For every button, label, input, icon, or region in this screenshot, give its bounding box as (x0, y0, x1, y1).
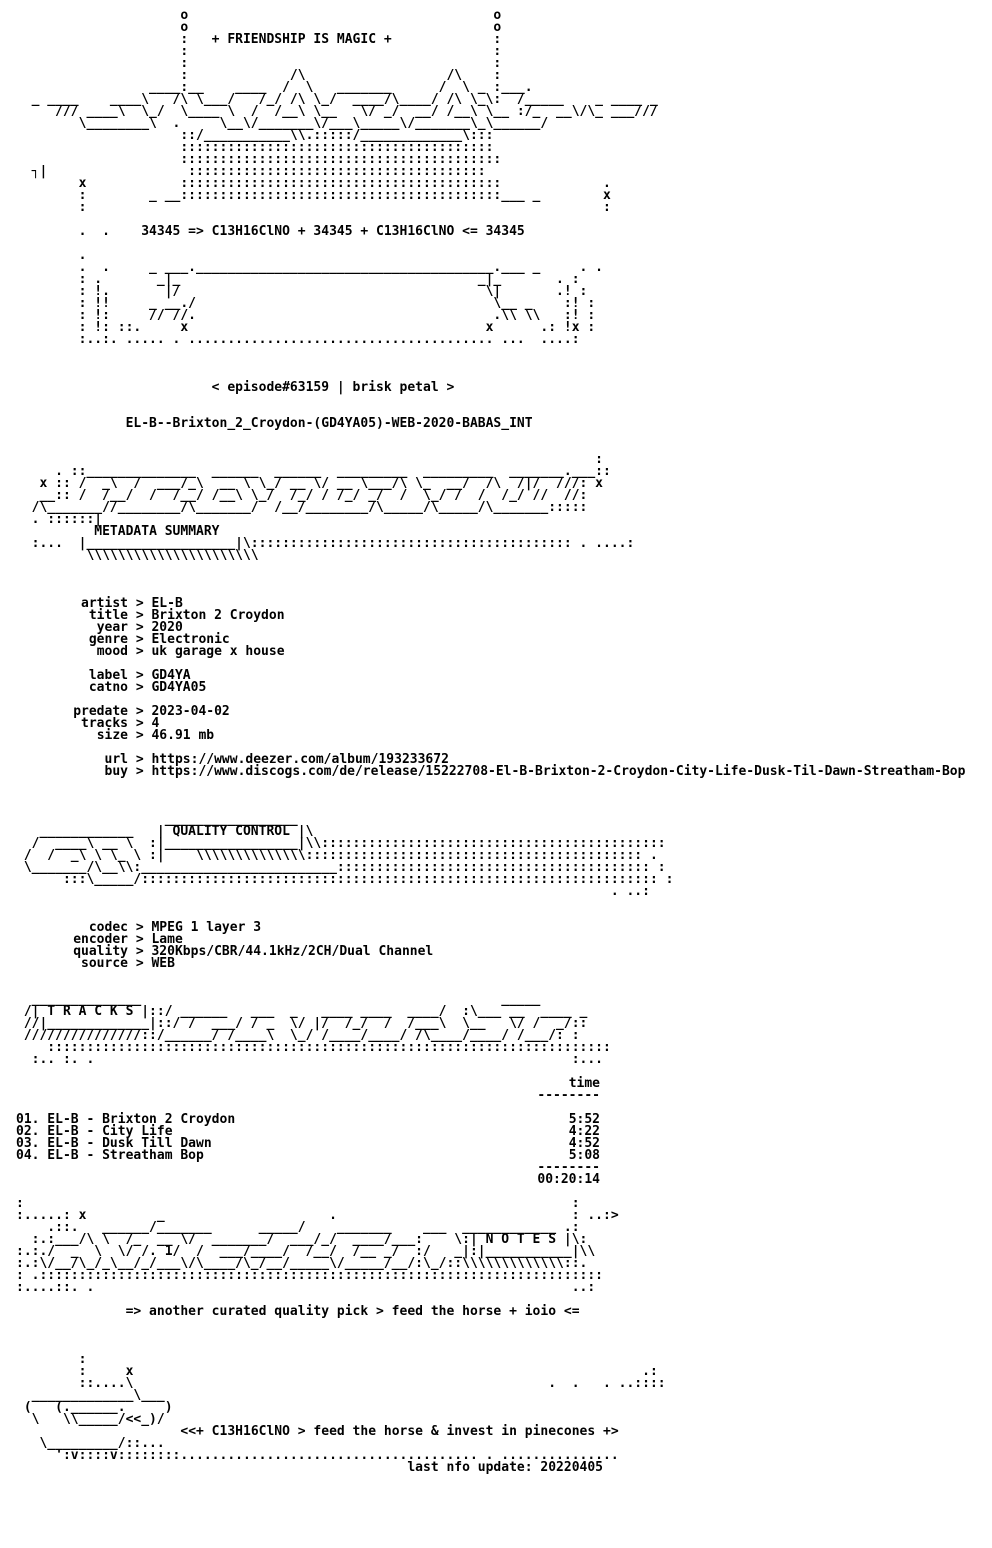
metadata-key: genre (88, 632, 128, 647)
metadata-key: artist (81, 596, 128, 611)
quality-value: Lame (151, 932, 183, 947)
metadata-row-buy: buy > https://www.discogs.com/de/release/15222708-El-B-Brixton-2-Croydon-City-Life-Dusk-Til-Dawn-Streatham-Bop (16, 766, 965, 778)
quality-row-encoder: encoder > Lame (16, 934, 965, 946)
metadata-header-art: : . ::______________ ______ ______ _________ _________ _______.___:: x :: / _\ / ___/_\ __ \ \_/ __ \/ __ \___/\ \_ __/ /\ /|/ ///: x __:: / /__/ / /__/ /__\ \_/ /_/ / /_/ _/ / \_/ / / /_/ // //: /\_______//________/\_______/ /__/________/\_____/\_____/\_______::::: . ::::::| (31, 452, 611, 527)
metadata-title-text: METADATA SUMMARY (94, 524, 220, 539)
metadata-key: url (104, 752, 128, 767)
metadata-key: size (96, 728, 128, 743)
metadata-row-tracks: tracks > 4 (16, 718, 965, 730)
quality-row-source: source > WEB (16, 958, 965, 970)
tracks-time-header (16, 1078, 965, 1090)
metadata-row-label: label > GD4YA (16, 670, 965, 682)
metadata-key: tracks (81, 716, 128, 731)
last-update-row (16, 1462, 965, 1474)
metadata-list (16, 598, 965, 778)
metadata-row-title: title > Brixton 2 Croydon (16, 610, 965, 622)
metadata-key: predate (73, 704, 128, 719)
metadata-value: 4 (151, 716, 160, 731)
track-row (16, 1150, 965, 1162)
metadata-row-catno: catno > GD4YA05 (16, 682, 965, 694)
track-name: 04. EL-B - Streatham Bop (16, 1148, 204, 1163)
quality-list (16, 922, 965, 970)
metadata-row-size: size > 46.91 mb (16, 730, 965, 742)
metadata-value: GD4YA (151, 668, 191, 683)
metadata-key: catno (88, 680, 128, 695)
track-name: 02. EL-B - City Life (16, 1124, 173, 1139)
tracks-rule-bottom (16, 1162, 965, 1174)
episode-line: < episode#63159 | brisk petal > (16, 380, 455, 395)
tracks-rule: -------- (537, 1088, 600, 1103)
footer-art-tail: \_________/::... ':v::::v::::::::...................................... . ............... (39, 1436, 619, 1463)
metadata-key: mood (96, 644, 128, 659)
tracks-header-art: ______________ _____ /| T R A C K S |::/ ______ ___ _ ____ ____ ____/ :\___ __ ____ _ //|_____________|::/ / ___/ / _ \/ |/ /_/ / /___\ \__ \/ / _/:: ///////////////::/______/ /____\ \_/ /____/____/ /\____/____/ /___/: : :::::::::::::::::::::::::::::::::::::::::::::::::::::::::::::::::::::::: :.. :. . :... (23, 992, 611, 1067)
track-name: 03. EL-B - Dusk Till Dawn (16, 1136, 212, 1151)
metadata-value: 2020 (151, 620, 183, 635)
metadata-row-mood: mood > uk garage x house (16, 646, 965, 658)
discogs-buy-link[interactable]: https://www.discogs.com/de/release/15222708-El-B-Brixton-2-Croydon-City-Life-Dusk-Til-Dawn-Streatham-Bop (151, 764, 966, 779)
release-name: EL-B--Brixton_2_Croydon-(GD4YA05)-WEB-2020-BABAS_INT (16, 416, 533, 431)
metadata-row-url: url > https://www.deezer.com/album/193233672 (16, 754, 965, 766)
metadata-row-artist: artist > EL-B (16, 598, 965, 610)
last-nfo-update: last nfo update: 20220405 (407, 1460, 604, 1475)
metadata-key: label (88, 668, 128, 683)
metadata-value: EL-B (151, 596, 183, 611)
quality-key: encoder (73, 932, 128, 947)
quality-row-quality: quality > 320Kbps/CBR/44.1kHz/2CH/Dual Channel (16, 946, 965, 958)
quality-key: codec (88, 920, 128, 935)
quality-key: source (81, 956, 128, 971)
metadata-value: 2023-04-02 (151, 704, 230, 719)
track-name: 01. EL-B - Brixton 2 Croydon (16, 1112, 236, 1127)
metadata-row-genre: genre > Electronic (16, 634, 965, 646)
tracks-rule: -------- (537, 1160, 600, 1175)
metadata-key: year (96, 620, 128, 635)
metadata-key: title (88, 608, 128, 623)
footer-ascii-art: : : x .: ::....\ . . . ..:::: _____________\___ ( (.______. ) \ \\_____/<<_)/ (23, 1352, 666, 1427)
track-time: 4:22 (568, 1124, 600, 1139)
metadata-key: buy (104, 764, 128, 779)
metadata-value: GD4YA05 (151, 680, 207, 695)
metadata-header-tail: :... |___________________|\::::::::::::::::::::::::::::::::::::::::: . ....: \\\\\\\\\\\\\\\\\\\\\\ (31, 536, 635, 563)
notes-header-art: : : :.....: x _ . : ..:> .::. ______/_______ _____/ _______ ___ ____________ .: :.:___/\ \ /_ __ \/ _______/ ___/_/ ____/___: \:| N O T E S |\: :.:./ _ \ \/ /. 1/ / ___/____/ /__/ /__ _/ :/ _|:|___________|\\ :.:\/__/\_/_\__/_/___\/\____/\_/__/_____\/_____/__/:\_/::\\\\\\\\\\\\\::. : .:::::::::::::::::::::::::::::::::::::::::::::::::::::::::::::::::::::::: :....::. . ..: (16, 1196, 619, 1295)
header-ascii-art: o o o o : + FRIENDSHIP IS MAGIC + : : : : : : /\ /\ : ____:__ ____ / \ _______ / \ _ :___. _ ____ ____\ /\ \___/ /_/ /\ \_/ ____/\____/ /\ \_\: /_____ _ ____ _ /// ____\ \_/ \____ \ / /__\ \__ \/ _/ __/ /__\ \__ :/_ __\/\_ ___/// \________\ . \__\/_______\/___\_____\/_______\_\______/ ::/___________\\.:::::/_____________\::: :::::::::::::::::::::::::::::::::::::::: ::::::::::::::::::::::::::::::::::::::::: ┐| :::::::::::::::::::::::::::::::::::::: x ::::::::::::::::::::::::::::::::::::::::: . : _ __:::::::::::::::::::::::::::::::::::::::::___ _ x : : (31, 8, 658, 215)
quality-row-codec: codec > MPEG 1 layer 3 (16, 922, 965, 934)
metadata-row-year: year > 2020 (16, 622, 965, 634)
track-time: 5:08 (568, 1148, 600, 1163)
quality-value: WEB (151, 956, 175, 971)
track-time: 4:52 (568, 1136, 600, 1151)
metadata-value: 46.91 mb (151, 728, 215, 743)
track-time: 5:52 (568, 1112, 600, 1127)
nfo-document (16, 10, 965, 1474)
metadata-value: Brixton 2 Croydon (151, 608, 285, 623)
quality-key: quality (73, 944, 128, 959)
metadata-value: uk garage x house (151, 644, 285, 659)
metadata-value: Electronic (151, 632, 230, 647)
tracks-total-row (16, 1174, 965, 1186)
tracks-total-time: 00:20:14 (537, 1172, 600, 1187)
footer-tagline: <<+ C13H16ClNO > feed the horse & invest in pinecones +> (180, 1424, 619, 1439)
notes-text: => another curated quality pick > feed the horse + ioio <= (16, 1304, 580, 1319)
quality-control-header-art: _________________ ____________ | QUALITY CONTROL |\ / ____\ __ \ :|_________________|\\:::::::::::::::::::::::::::::::::::::::::::: / / _\ \ \_ \ :| \\\\\\\\\\\\\\::::::::::::::::::::::::::::::::::::::::::: . \_______/\__\\:_________________________:::::::::::::::::::::::::::::::::::::::: : :::\_____/:::::::::::::::::::::::::::::::::::::::::::::::::::::::::::::::::: : . ..: (23, 812, 674, 899)
frame-ascii-art: . . . _ ___.______________________________________.___ _ . . : . _|_ _|_ . : : !. |/ \| .! : : !! _ __./ \__ _ :! : : !: // //. .\\ \\ :! : : !: ::. x x .: !x : :..:. ..... . ....................................... ... ....: (78, 248, 603, 347)
metadata-row-predate: predate > 2023-04-02 (16, 706, 965, 718)
time-column-label: time (568, 1076, 600, 1091)
deezer-url-link[interactable]: https://www.deezer.com/album/193233672 (151, 752, 449, 767)
formula-line: . . 34345 => C13H16ClNO + 34345 + C13H16ClNO <= 34345 (16, 224, 525, 239)
quality-value: 320Kbps/CBR/44.1kHz/2CH/Dual Channel (151, 944, 434, 959)
tracks-rule-top (16, 1090, 965, 1102)
quality-value: MPEG 1 layer 3 (151, 920, 262, 935)
